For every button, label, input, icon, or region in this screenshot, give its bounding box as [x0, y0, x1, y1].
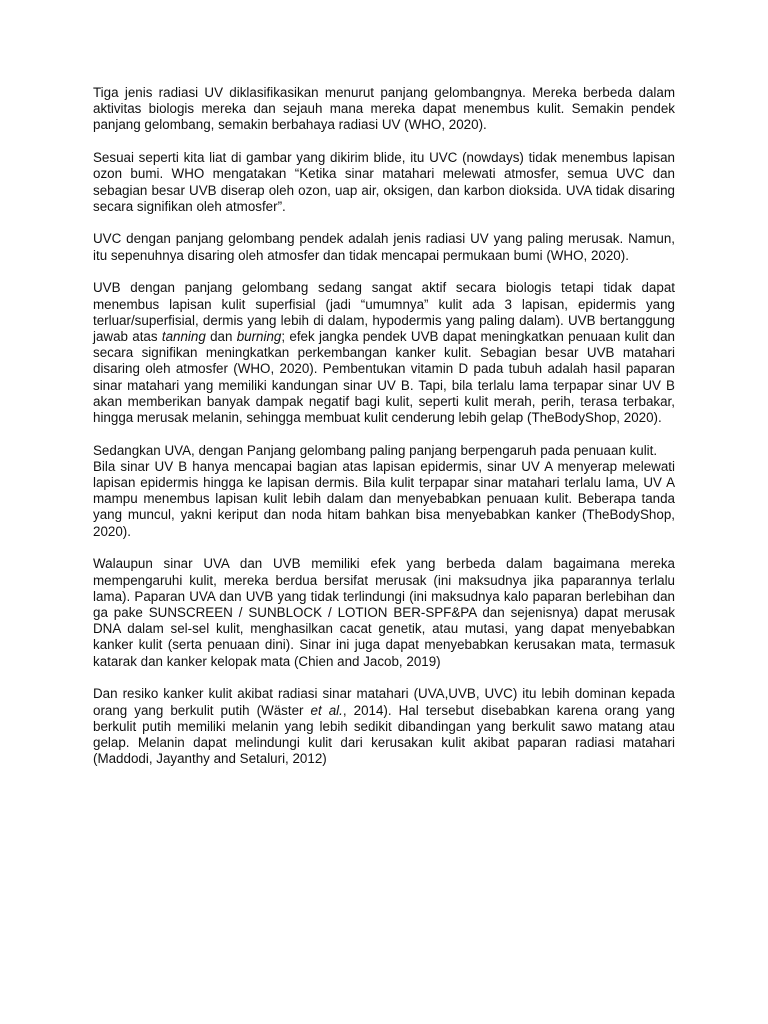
citation-et-al: et al.: [310, 702, 343, 718]
paragraph-uva-uvb-effects: Walaupun sinar UVA dan UVB memiliki efek yang berbeda dalam bagaimana mereka mempengaruhi kulit, mereka berdua bersifat merusak (ini maksudnya jika paparannya terlalu lama). Paparan UVA dan UVB yang tidak terlindungi (ini maksudnya kalo paparan berlebihan dan ga pake SUNSCREEN / SUNBLOCK / LOTION BER-SPF&PA dan sejenisnya) dapat merusak DNA dalam sel-sel kulit, menghasilkan cacat genetik, atau mutasi, yang dapat menyebabkan kanker kulit (serta penuaan dini). Sinar ini juga dapat menyebabkan kerusakan mata, termasuk katarak dan kanker kelopak mata (Chien and Jacob, 2019): [93, 556, 675, 669]
paragraph-uva-uvb-penetration: Bila sinar UV B hanya mencapai bagian atas lapisan epidermis, sinar UV A menyerap melewati lapisan epidermis hingga ke lapisan dermis. Bila kulit terpapar sinar matahari terlalu lama, UV A mampu menembus lapisan kulit lebih dalam dan menyebabkan penuaan kulit. Beberapa tanda yang muncul, yakni keriput dan noda hitam bahkan bisa menyebabkan kanker (TheBodyShop, 2020).: [93, 458, 675, 539]
paragraph-uvb-text: UVB dengan panjang gelombang sedang sangat aktif secara biologis tetapi tidak dapat menembus lapisan kulit superfisial (jadi “umumnya” kulit ada 3 lapisan, epidermis yang terluar/superfisial, dermis yang lebih di dalam, hypodermis yang paling dalam). UVB bertanggung jawab atas: [93, 280, 675, 344]
term-tanning: tanning: [161, 328, 206, 344]
paragraph-uv-classification: Tiga jenis radiasi UV diklasifikasikan menurut panjang gelombangnya. Mereka berbeda dalam aktivitas biologis mereka dan sejauh mana mereka dapat menembus kulit. Semakin pendek panjang gelombang, semakin berbahaya radiasi UV (WHO, 2020).: [93, 85, 675, 133]
paragraph-uvb: [93, 280, 675, 426]
paragraph-uva-intro: Sedangkan UVA, dengan Panjang gelombang paling panjang berpengaruh pada penuaan kulit.: [93, 442, 658, 458]
paragraph-uvc-damage: UVC dengan panjang gelombang pendek adalah jenis radiasi UV yang paling merusak. Namun, itu sepenuhnya disaring oleh atmosfer dan tidak mencapai permukaan bumi (WHO, 2020).: [93, 231, 675, 263]
document-page: [93, 85, 675, 784]
paragraph-uvb-text: dan: [205, 328, 237, 344]
term-burning: burning: [236, 328, 282, 344]
paragraph-risk-text: , 2014). Hal tersebut disebabkan karena orang yang berkulit putih memiliki melanin yang lebih sedikit dibandingan yang berkulit sawo matang atau gelap. Melanin dapat melindungi kulit dari kerusakan kulit akibat paparan radiasi matahari (Maddodi, Jayanthy and Setaluri, 2012): [93, 702, 675, 767]
paragraph-uvc-ozone: Sesuai seperti kita liat di gambar yang dikirim blide, itu UVC (nowdays) tidak menembus lapisan ozon bumi. WHO mengatakan “Ketika sinar matahari melewati atmosfer, semua UVC dan sebagian besar UVB diserap oleh ozon, uap air, oksigen, dan karbon dioksida. UVA tidak disaring secara signifikan oleh atmosfer”.: [93, 150, 675, 214]
paragraph-uvb-text: ; efek jangka pendek UVB dapat meningkatkan penuaan kulit dan secara signifikan meningkatkan perkembangan kanker kulit. Sebagian besar UVB matahari disaring oleh atmosfer (WHO, 2020). Pembentukan vitamin D pada tubuh adalah hasil paparan sinar matahari yang memiliki kandungan sinar UV B. Tapi, bila terlalu lama terpapar sinar UV B akan memberikan banyak dampak negatif bagi kulit, seperti kulit merah, perih, terasa terbakar, hingga merusak melanin, sehingga membuat kulit cenderung lebih gelap (TheBodyShop, 2020).: [93, 328, 675, 425]
paragraph-risk-text: Dan resiko kanker kulit akibat radiasi sinar matahari (UVA,UVB, UVC) itu lebih dominan kepada orang yang berkulit putih (Wäster: [93, 686, 675, 718]
paragraph-skin-cancer-risk: [93, 686, 675, 767]
